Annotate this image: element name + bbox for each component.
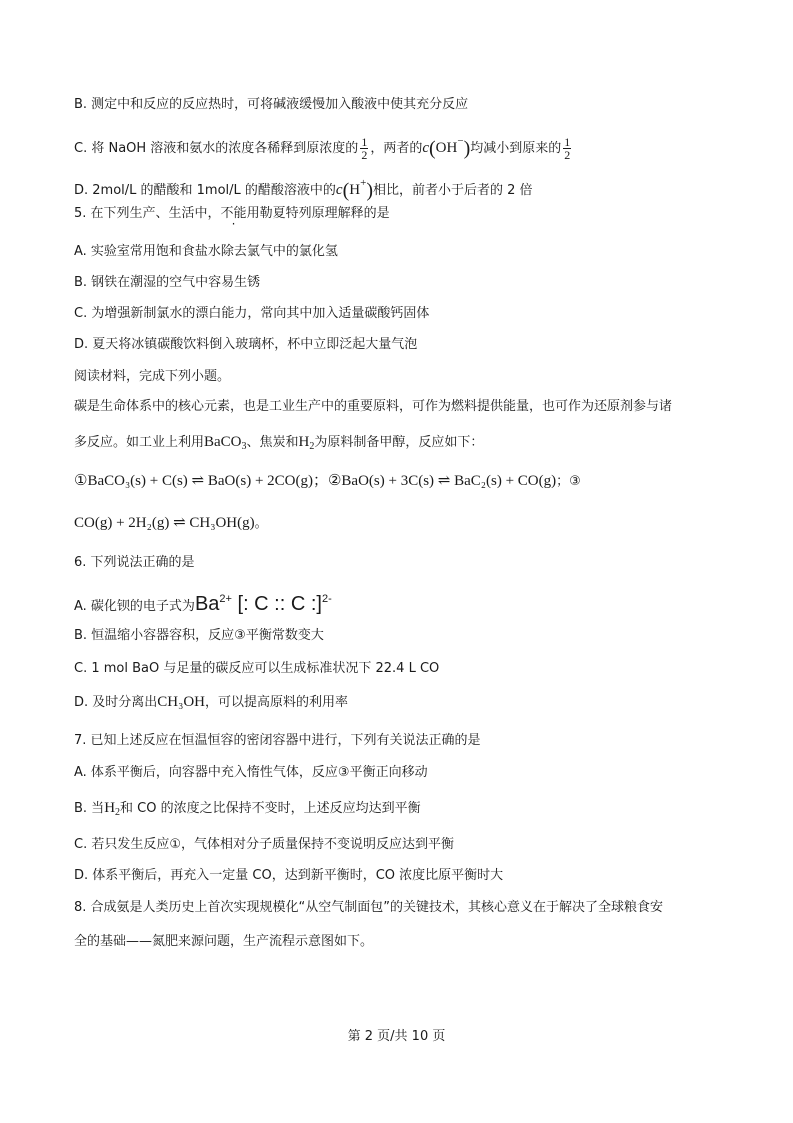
question-8-line-1: 8. 合成氨是人类历史上首次实现规模化“从空气制面包”的关键技术，其核心意义在于解决了全球粮食安	[74, 900, 664, 915]
intro-line-2	[74, 433, 483, 456]
q4-option-d	[74, 174, 533, 200]
q5-option-a: A. 实验室常用饱和食盐水除去氯气中的氯化氢	[74, 244, 338, 259]
h-charge: +	[360, 177, 367, 189]
q6-a-text: A. 碳化钡的电子式为	[74, 599, 195, 614]
q7-option-a: A. 体系平衡后，向容器中充入惰性气体，反应③平衡正向移动	[74, 765, 428, 780]
q5-option-d: D. 夏天将冰镇碳酸饮料倒入玻璃杯，杯中立即泛起大量气泡	[74, 337, 418, 352]
q4-c-text-1: C. 将 NaOH 溶液和氨水的浓度各稀释到原浓度的	[74, 141, 359, 156]
oh-charge: −	[457, 135, 464, 147]
q6-option-d	[74, 693, 348, 712]
intro-text-2: 、焦炭和	[246, 435, 299, 450]
equations-line-1	[74, 472, 581, 491]
q4-d-text-1: D. 2mol/L 的醋酸和 1mol/L 的醋酸溶液中的	[74, 183, 336, 198]
fraction-denominator-2: 2	[564, 148, 571, 162]
reading-instruction: 阅读材料，完成下列小题。	[74, 369, 231, 384]
page-footer: 第 2 页/共 10 页	[347, 1029, 446, 1044]
q6-option-c: C. 1 mol BaO 与足量的碳反应可以生成标准状况下 22.4 L CO	[74, 661, 440, 676]
q6-d-text-2: ，可以提高原料的利用率	[205, 695, 349, 710]
q6-d-text-1: D. 及时分离出	[74, 695, 158, 710]
bac2-electron-formula	[195, 593, 332, 615]
ch3oh-formula: CH₃OH	[157, 694, 206, 710]
q5-emphasis: 不能	[220, 206, 247, 221]
anion-charge: 2-	[321, 593, 332, 605]
q7-b-text-1: B. 当	[74, 801, 105, 816]
q4-c-text-3: 均减小到原来的	[470, 141, 562, 156]
q5-option-b: B. 钢铁在潮湿的空气中容易生锈	[74, 275, 261, 290]
fraction-half-2	[563, 136, 571, 161]
fraction-numerator: 1	[361, 135, 368, 149]
h2-formula-2	[104, 800, 120, 816]
q6-option-b: B. 恒温缩小容器容积，反应③平衡常数变大	[74, 628, 324, 643]
q5-stem-1: 5. 在下列生产、生活中，	[74, 206, 221, 221]
c-h-expression: c(H+)	[335, 177, 373, 202]
ba-charge: 2+	[219, 593, 232, 605]
fraction-half	[360, 136, 368, 161]
equation-3-period: 。	[254, 516, 268, 531]
c-symbol-2: c	[335, 182, 343, 198]
h2-text-2: H	[104, 800, 116, 816]
question-7: 7. 已知上述反应在恒温恒容的密闭容器中进行，下列有关说法正确的是	[74, 733, 481, 748]
oh-formula: OH	[435, 140, 458, 156]
q4-c-text-2: ，两者的	[370, 141, 423, 156]
q5-stem-2: 用勒夏特列原理解释的是	[246, 206, 390, 221]
q4-d-text-2: 相比，前者小于后者的 2 倍	[373, 183, 533, 198]
h2-subscript: 2	[309, 441, 315, 452]
c-symbol: c	[422, 140, 429, 156]
equation-3-marker: ；③	[556, 474, 581, 489]
question-6: 6. 下列说法正确的是	[74, 555, 195, 570]
h-formula: H	[349, 182, 361, 198]
baco3-subscript: 3	[241, 441, 247, 452]
q7-option-d: D. 体系平衡后，再充入一定量 CO，达到新平衡时，CO 浓度比原平衡时大	[74, 868, 504, 883]
q4-option-b: B. 测定中和反应的反应热时，可将碱液缓慢加入酸液中使其充分反应	[74, 97, 469, 112]
c2-anion: [: C :: C :]	[237, 593, 322, 615]
question-8-line-2: 全的基础——氮肥来源问题，生产流程示意图如下。	[74, 934, 374, 949]
q4-option-c	[74, 132, 573, 161]
equation-2: ；②BaO(s) + 3C(s) ⇌ BaC₂(s) + CO(g)	[312, 473, 557, 489]
q7-option-c: C. 若只发生反应①，气体相对分子质量保持不变说明反应达到平衡	[74, 837, 454, 852]
fraction-denominator: 2	[361, 148, 368, 162]
q7-b-text-2: 和 CO 的浓度之比保持不变时，上述反应均达到平衡	[120, 801, 421, 816]
fraction-numerator-2: 1	[564, 135, 571, 149]
h2-text: H	[298, 434, 310, 450]
equations-line-2	[74, 514, 268, 533]
c-oh-expression: c(OH−)	[422, 135, 471, 160]
h2-subscript-2: 2	[115, 807, 121, 818]
q6-option-a	[74, 590, 332, 616]
intro-line-1: 碳是生命体系中的核心元素，也是工业生产中的重要原料，可作为燃料提供能量，也可作为还原剂参与诸	[74, 399, 673, 414]
intro-text-1: 多反应。如工业上利用	[74, 435, 205, 450]
baco3-formula	[204, 434, 247, 450]
h2-formula	[299, 434, 315, 450]
q7-option-b	[74, 799, 421, 822]
intro-text-3: 为原料制备甲醇，反应如下：	[314, 435, 484, 450]
question-5	[74, 205, 390, 223]
equation-3: CO(g) + 2H₂(g) ⇌ CH₃OH(g)	[74, 515, 255, 531]
equation-1: ①BaCO₃(s) + C(s) ⇌ BaO(s) + 2CO(g)	[74, 473, 313, 489]
q5-option-c: C. 为增强新制氯水的漂白能力，常向其中加入适量碳酸钙固体	[74, 306, 430, 321]
ba-symbol: Ba	[194, 593, 220, 615]
baco3-text: BaCO	[204, 434, 242, 450]
